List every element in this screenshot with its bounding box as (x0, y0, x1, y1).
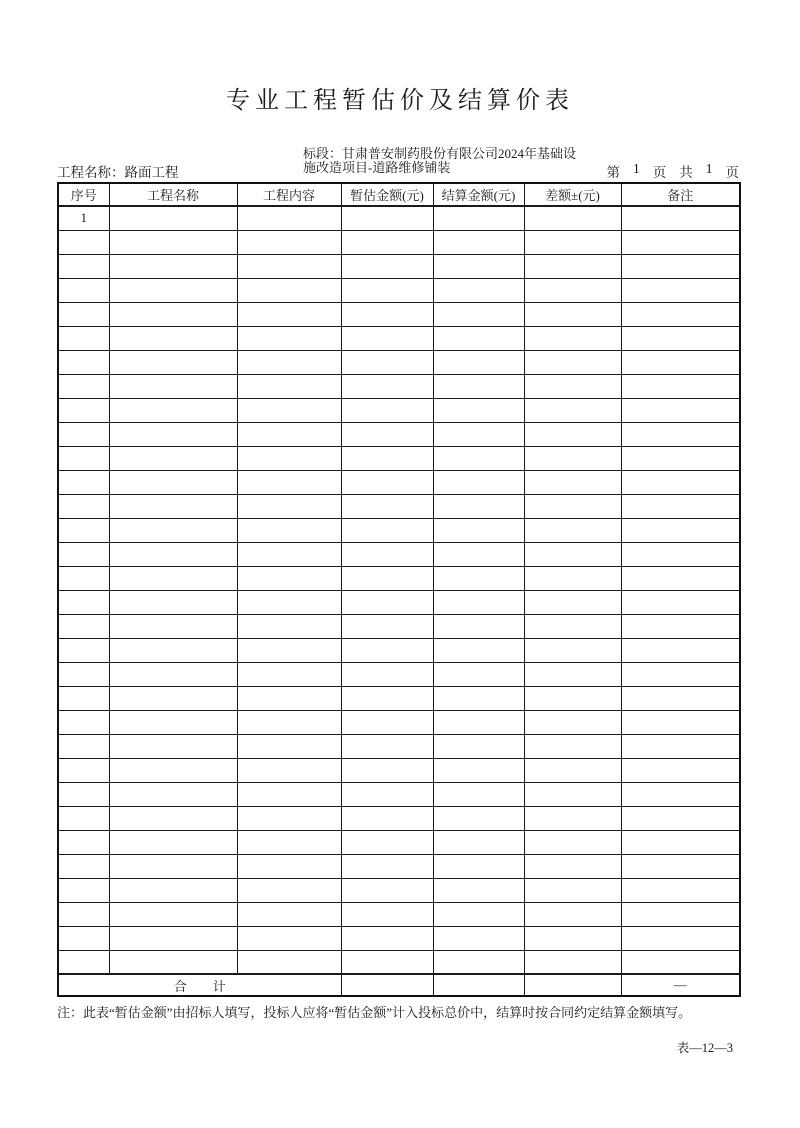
table-footer-row (58, 974, 740, 996)
table-cell (433, 806, 524, 830)
table-cell (109, 302, 237, 326)
table-cell (109, 518, 237, 542)
table-cell (109, 614, 237, 638)
table-cell (58, 446, 109, 470)
table-cell (237, 446, 341, 470)
table-cell (109, 542, 237, 566)
table-cell (341, 782, 433, 806)
table-cell (433, 398, 524, 422)
table-cell (109, 254, 237, 278)
table-row (58, 302, 740, 326)
table-cell (524, 686, 621, 710)
table-cell (524, 230, 621, 254)
table-cell (433, 446, 524, 470)
table-cell (433, 638, 524, 662)
table-cell (433, 254, 524, 278)
table-row (58, 278, 740, 302)
footnote: 注：此表“暂估金额”由招标人填写，投标人应将“暂估金额”计入投标总价中，结算时按合同约定结算金额填写。 (57, 1005, 692, 1020)
table-cell (58, 686, 109, 710)
table-cell (58, 350, 109, 374)
total-label-cell: 合 计 (58, 974, 341, 996)
table-cell (237, 518, 341, 542)
table-cell (524, 254, 621, 278)
table-cell (109, 566, 237, 590)
table-cell (237, 614, 341, 638)
table-cell (58, 302, 109, 326)
table-cell (621, 374, 740, 398)
table-cell (524, 758, 621, 782)
table-row (58, 902, 740, 926)
table-cell (524, 446, 621, 470)
table-cell (621, 614, 740, 638)
table-cell (58, 662, 109, 686)
table-row (58, 422, 740, 446)
table-cell (341, 854, 433, 878)
table-cell (621, 854, 740, 878)
table-cell (341, 590, 433, 614)
table-cell (109, 278, 237, 302)
table-cell (341, 686, 433, 710)
table-cell (58, 254, 109, 278)
table-cell (341, 542, 433, 566)
table-cell (237, 638, 341, 662)
table-cell (109, 662, 237, 686)
table-cell (237, 302, 341, 326)
table-cell (58, 590, 109, 614)
table-row (58, 566, 740, 590)
table-cell (433, 326, 524, 350)
table-cell (341, 350, 433, 374)
table-cell (524, 830, 621, 854)
table-row (58, 230, 740, 254)
table-cell (341, 422, 433, 446)
table-cell (524, 398, 621, 422)
total-estimated-cell (341, 974, 433, 996)
table-row (58, 830, 740, 854)
table-cell (341, 278, 433, 302)
table-cell (433, 302, 524, 326)
table-cell (109, 398, 237, 422)
table-body (58, 206, 740, 974)
table-cell (433, 878, 524, 902)
table-cell (524, 782, 621, 806)
table-cell (58, 494, 109, 518)
table-cell (58, 470, 109, 494)
table-cell (109, 878, 237, 902)
table-cell (433, 278, 524, 302)
table-cell (621, 710, 740, 734)
table-cell (237, 902, 341, 926)
table-cell (524, 278, 621, 302)
page-indicator (57, 161, 739, 181)
table-cell (237, 398, 341, 422)
table-cell (524, 566, 621, 590)
table-cell (109, 950, 237, 974)
table-cell (341, 950, 433, 974)
table-row (58, 542, 740, 566)
table-row (58, 854, 740, 878)
table-cell (524, 350, 621, 374)
table-cell (237, 422, 341, 446)
table-cell (341, 926, 433, 950)
table-cell (524, 494, 621, 518)
table-cell (109, 806, 237, 830)
table-cell (58, 518, 109, 542)
table-cell (237, 566, 341, 590)
table-cell (237, 278, 341, 302)
table-cell (621, 254, 740, 278)
table-cell (58, 734, 109, 758)
table-cell (433, 374, 524, 398)
table-cell (341, 638, 433, 662)
table-cell (109, 350, 237, 374)
estimate-table (57, 182, 741, 997)
table-cell (58, 230, 109, 254)
table-cell (341, 710, 433, 734)
table-cell (237, 806, 341, 830)
table-cell (237, 662, 341, 686)
table-cell (621, 302, 740, 326)
page-word-di: 第 (606, 165, 620, 180)
table-cell (341, 374, 433, 398)
table-cell (621, 494, 740, 518)
table-cell (621, 206, 740, 230)
table-cell (341, 830, 433, 854)
table-cell (58, 806, 109, 830)
page-number-current: 1 (633, 161, 640, 176)
table-row (58, 758, 740, 782)
table-cell (341, 878, 433, 902)
table-cell (341, 902, 433, 926)
table-cell (621, 566, 740, 590)
table-cell (58, 422, 109, 446)
column-header: 备注 (621, 183, 740, 206)
table-cell (237, 758, 341, 782)
table-cell (237, 470, 341, 494)
table-cell (433, 350, 524, 374)
page-number-total: 1 (705, 161, 713, 176)
table-cell (109, 926, 237, 950)
table-cell (524, 518, 621, 542)
table-cell (433, 518, 524, 542)
table-cell (524, 422, 621, 446)
table-cell (433, 494, 524, 518)
table-cell (237, 854, 341, 878)
table-row (58, 926, 740, 950)
table-cell (524, 614, 621, 638)
table-cell (341, 446, 433, 470)
project-name-value: 路面工程 (124, 165, 179, 180)
table-cell (58, 782, 109, 806)
table-cell (237, 374, 341, 398)
table-cell (524, 662, 621, 686)
table-row (58, 470, 740, 494)
table-row (58, 518, 740, 542)
table-cell (621, 734, 740, 758)
table-cell (621, 782, 740, 806)
table-cell (58, 542, 109, 566)
table-row (58, 206, 740, 230)
table-cell (341, 566, 433, 590)
table-cell (433, 854, 524, 878)
table-cell (621, 278, 740, 302)
table-row (58, 614, 740, 638)
table-cell (109, 686, 237, 710)
table-cell (109, 710, 237, 734)
table-cell (58, 710, 109, 734)
table-cell (433, 686, 524, 710)
table-cell (109, 782, 237, 806)
table-cell (621, 758, 740, 782)
total-remark-cell: — (621, 974, 740, 996)
table-cell (621, 326, 740, 350)
table-row (58, 950, 740, 974)
table-header-row (58, 183, 740, 206)
table-cell (109, 206, 237, 230)
table-cell (341, 302, 433, 326)
table-cell (341, 206, 433, 230)
table-cell (524, 374, 621, 398)
table-cell (524, 710, 621, 734)
table-cell (237, 878, 341, 902)
table-cell (524, 542, 621, 566)
table-cell (621, 878, 740, 902)
table-cell (58, 278, 109, 302)
column-header: 暂估金额(元) (341, 183, 433, 206)
table-row (58, 710, 740, 734)
table-row (58, 326, 740, 350)
table-cell (237, 542, 341, 566)
table-cell (237, 326, 341, 350)
table-cell (433, 422, 524, 446)
table-cell (433, 614, 524, 638)
table-row (58, 350, 740, 374)
table-cell (433, 950, 524, 974)
table-cell (58, 566, 109, 590)
table-row (58, 494, 740, 518)
table-cell (433, 590, 524, 614)
table-row (58, 806, 740, 830)
table-cell (524, 878, 621, 902)
page-title: 专业工程暂估价及结算价表 (226, 88, 574, 114)
table-cell (58, 638, 109, 662)
table-cell (237, 254, 341, 278)
table-cell (621, 662, 740, 686)
table-cell (58, 758, 109, 782)
table-cell (341, 734, 433, 758)
table-row (58, 638, 740, 662)
table-cell (237, 350, 341, 374)
table-cell (524, 854, 621, 878)
table-cell (621, 230, 740, 254)
table-cell (433, 782, 524, 806)
column-header: 工程内容 (237, 183, 341, 206)
table-cell (109, 758, 237, 782)
table-row (58, 374, 740, 398)
page-word-gong: 共 (679, 165, 693, 180)
table-cell (341, 470, 433, 494)
table-cell (109, 494, 237, 518)
table-cell (524, 902, 621, 926)
table-cell (524, 950, 621, 974)
table-cell (237, 686, 341, 710)
table-cell (109, 446, 237, 470)
column-header: 差额±(元) (524, 183, 621, 206)
table-cell (621, 926, 740, 950)
table-cell (237, 734, 341, 758)
table-cell (433, 710, 524, 734)
table-cell (524, 734, 621, 758)
table-cell (341, 398, 433, 422)
table-cell (433, 758, 524, 782)
table-cell (237, 950, 341, 974)
table-cell (621, 806, 740, 830)
table-cell (341, 758, 433, 782)
table-cell (621, 470, 740, 494)
table-cell (621, 446, 740, 470)
section-line2: 施改造项目-道路维修铺装 (303, 160, 451, 175)
page-word-ye2: 页 (725, 165, 739, 180)
table-row (58, 590, 740, 614)
table-cell (237, 230, 341, 254)
table-cell (237, 926, 341, 950)
form-code: 表—12—3 (676, 1041, 733, 1055)
table-cell (109, 470, 237, 494)
table-cell (524, 806, 621, 830)
table-cell (341, 518, 433, 542)
table-cell (341, 254, 433, 278)
table-cell (58, 878, 109, 902)
table-cell (109, 734, 237, 758)
table-cell (58, 830, 109, 854)
table-cell (341, 662, 433, 686)
table-cell (433, 206, 524, 230)
table-cell (621, 950, 740, 974)
column-header: 结算金额(元) (433, 183, 524, 206)
project-name-label: 工程名称： (57, 165, 125, 180)
table-cell (621, 686, 740, 710)
table-cell (621, 542, 740, 566)
table-cell (58, 326, 109, 350)
table-row (58, 662, 740, 686)
table-row (58, 734, 740, 758)
table-cell (433, 542, 524, 566)
table-cell (237, 782, 341, 806)
table-cell (621, 398, 740, 422)
table-row (58, 398, 740, 422)
table-cell (58, 926, 109, 950)
table-cell (341, 230, 433, 254)
table-cell (109, 374, 237, 398)
table-cell (237, 590, 341, 614)
table-cell (433, 566, 524, 590)
table-cell (433, 230, 524, 254)
table-row (58, 782, 740, 806)
column-header: 序号 (58, 183, 109, 206)
table-row (58, 686, 740, 710)
table-cell (58, 854, 109, 878)
column-header: 工程名称 (109, 183, 237, 206)
table-cell (341, 806, 433, 830)
total-settled-cell (433, 974, 524, 996)
table-cell (237, 710, 341, 734)
table-cell (621, 518, 740, 542)
table-cell (621, 638, 740, 662)
table-cell (109, 830, 237, 854)
table-cell (341, 326, 433, 350)
page-word-ye1: 页 (652, 165, 667, 180)
table-cell (109, 230, 237, 254)
table-cell (621, 830, 740, 854)
table-cell (237, 830, 341, 854)
table-cell (58, 614, 109, 638)
table-cell (433, 734, 524, 758)
table-cell (524, 926, 621, 950)
table-cell (58, 374, 109, 398)
table-cell (621, 902, 740, 926)
table-cell (237, 206, 341, 230)
table-cell (621, 350, 740, 374)
table-row (58, 254, 740, 278)
table-row (58, 446, 740, 470)
table-cell (58, 902, 109, 926)
table-cell: 1 (58, 206, 109, 230)
table-cell (109, 854, 237, 878)
table-cell (109, 590, 237, 614)
table-cell (433, 926, 524, 950)
table-cell (433, 662, 524, 686)
table-cell (433, 830, 524, 854)
table-cell (433, 470, 524, 494)
table-cell (341, 494, 433, 518)
table-cell (237, 494, 341, 518)
section-line1: 标段：甘肃普安制药股份有限公司2024年基础设 (303, 146, 577, 161)
table-cell (621, 590, 740, 614)
table-cell (524, 302, 621, 326)
table-cell (109, 902, 237, 926)
total-difference-cell (524, 974, 621, 996)
table-cell (524, 470, 621, 494)
table-cell (433, 902, 524, 926)
table-cell (58, 398, 109, 422)
table-cell (524, 590, 621, 614)
table-cell (109, 638, 237, 662)
table-cell (524, 206, 621, 230)
table-cell (621, 422, 740, 446)
table-cell (341, 614, 433, 638)
table-cell (524, 638, 621, 662)
table-cell (109, 326, 237, 350)
table-cell (524, 326, 621, 350)
table-cell (109, 422, 237, 446)
table-cell (58, 950, 109, 974)
table-row (58, 878, 740, 902)
